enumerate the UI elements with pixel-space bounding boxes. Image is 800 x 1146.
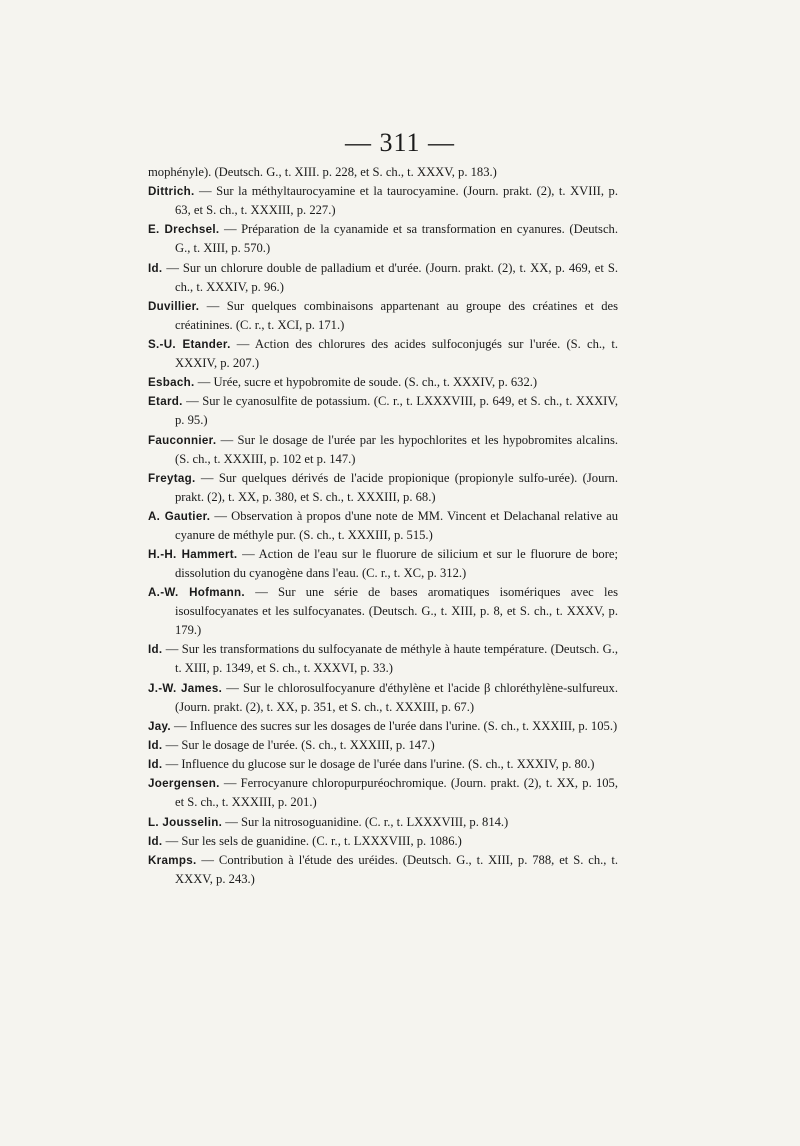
entry-title: mophényle). xyxy=(148,165,215,179)
entry-title: — Sur un chlorure double de palladium et d'urée. xyxy=(162,260,426,275)
entry-author: Id. xyxy=(148,261,163,275)
entry-reference: (Deutsch. G., t. XIII. p. 228, et S. ch., t. XXXV, p. 183.) xyxy=(214,165,497,179)
entry-author: Kramps. xyxy=(148,853,197,867)
entry-reference: (C. r., t. LXXXVIII, p. 814.) xyxy=(364,814,509,829)
bibliography-entry xyxy=(148,507,618,545)
entry-title: — Influence des sucres sur les dosages de l'urée dans l'urine. xyxy=(170,718,484,733)
entry-author: Fauconnier. xyxy=(148,433,217,447)
entry-author: Id. xyxy=(148,758,163,772)
entry-title: — Ferrocyanure chloropurpuréochromique. xyxy=(219,776,451,791)
bibliography-entry xyxy=(148,163,618,182)
entry-title: — Contribution à l'étude des uréides. xyxy=(196,852,403,867)
bibliography-entry xyxy=(148,774,618,812)
entry-reference: (S. ch., t. XXXIV, p. 207.) xyxy=(175,336,618,370)
bibliography-entry xyxy=(148,220,618,258)
entry-title: — Action des chlorures des acides sulfoconjugés sur l'urée. xyxy=(230,336,567,351)
entry-reference: (Deutsch. G., t. XIII, p. 570.) xyxy=(175,222,618,256)
entry-reference: (Journ. prakt. (2), t. XX, p. 380, et S. ch., t. XXXIII, p. 68.) xyxy=(175,470,618,504)
entry-title: — Sur le dosage de l'urée. xyxy=(162,738,302,752)
entry-title: — Action de l'eau sur le fluorure de silicium et sur le fluorure de bore; dissolution du cyanogène dans l'eau. xyxy=(175,547,619,581)
bibliography-entry xyxy=(148,431,618,469)
bibliography-entry xyxy=(148,813,618,832)
entry-author: L. Jousselin. xyxy=(148,815,223,829)
entry-author: Id. xyxy=(148,739,163,752)
entry-reference: (S. ch., t. XXXIII, p. 102 et p. 147.) xyxy=(175,451,356,466)
entry-author: Duvillier. xyxy=(148,299,200,313)
bibliography-entry xyxy=(148,832,618,851)
entry-author: Etard. xyxy=(148,395,183,409)
entry-reference: (S. ch., t. XXXIII, p. 147.) xyxy=(301,738,435,752)
entry-reference: (Journ. prakt. (2), t. XVIII, p. 63, et S. ch., t. XXXIII, p. 227.) xyxy=(175,184,618,218)
entry-author: A. Gautier. xyxy=(148,509,211,523)
bibliography-entry xyxy=(148,259,618,297)
entry-reference: (C. r., t. LXXXVIII, p. 649, et S. ch., t. XXXIV, p. 95.) xyxy=(175,394,618,428)
entry-author: Joergensen. xyxy=(148,777,220,791)
entry-reference: (S. ch., t. XXXIII, p. 515.) xyxy=(299,527,433,542)
bibliography-entry xyxy=(148,469,618,507)
entry-author: Id. xyxy=(148,834,163,848)
bibliography-entry xyxy=(148,755,618,774)
entry-title: — Sur une série de bases aromatiques isomériques avec les isosulfocyanates et les sulfocyanates. xyxy=(175,585,618,619)
entry-title: — Sur le cyanosulfite de potassium. xyxy=(182,394,374,409)
entry-author: H.-H. Hammert. xyxy=(148,548,238,562)
entry-title: — Sur la nitrosoguanidine. xyxy=(222,814,365,829)
bibliography-entry xyxy=(148,717,618,736)
entry-reference: (Journ. prakt. (2), t. XX, p. 351, et S. ch., t. XXXIII, p. 67.) xyxy=(175,699,475,714)
entry-author: J.-W. James. xyxy=(148,681,223,695)
bibliography-entry xyxy=(148,335,618,373)
bibliography-entry xyxy=(148,679,618,717)
entry-author: Jay. xyxy=(148,719,171,733)
entry-title: — Sur le chlorosulfocyanure d'éthylène et l'acide β chloréthylène-sulfureux. xyxy=(222,680,618,695)
entry-title: — Préparation de la cyanamide et sa transformation en cyanures. xyxy=(219,222,570,237)
bibliography-entry xyxy=(148,182,618,220)
entry-reference: (Deutsch. G., t. XIII, p. 8, et S. ch., t. XXXV, p. 179.) xyxy=(175,604,618,638)
entry-reference: (S. ch., t. XXXIII, p. 105.) xyxy=(483,718,618,733)
entry-author: Esbach. xyxy=(148,376,195,390)
entry-reference: (C. r., t. XC, p. 312.) xyxy=(361,566,467,581)
entry-title: — Sur la méthyltaurocyamine et la taurocyamine. xyxy=(194,184,464,199)
entry-reference: (S. ch., t. XXXIV, p. 80.) xyxy=(468,757,595,772)
bibliography-entry xyxy=(148,373,618,392)
page-number: — 311 — xyxy=(344,128,456,157)
bibliography-entry xyxy=(148,297,618,335)
bibliography-entry xyxy=(148,640,618,678)
bibliography-list xyxy=(148,163,618,889)
entry-reference: (Deutsch. G., t. XIII, p. 1349, et S. ch., t. XXXVI, p. 33.) xyxy=(175,642,618,676)
entry-author: A.-W. Hofmann. xyxy=(148,586,245,600)
entry-title: — Sur les sels de guanidine. xyxy=(162,833,313,848)
entry-reference: (Deutsch. G., t. XIII, p. 788, et S. ch., t. XXXV, p. 243.) xyxy=(175,852,619,886)
entry-reference: (Journ. prakt. (2), t. XX, p. 469, et S. ch., t. XXXIV, p. 96.) xyxy=(175,260,618,294)
entry-title: — Observation à propos d'une note de MM. Vincent et Delachanal relative au cyanure de méthyle pur. xyxy=(175,508,618,542)
bibliography-entry xyxy=(148,545,618,583)
entry-reference: (C. r., t. LXXXVIII, p. 1086.) xyxy=(312,833,462,848)
entry-author: E. Drechsel. xyxy=(148,223,220,237)
entry-title: — Sur quelques dérivés de l'acide propionique (propionyle sulfo-urée). xyxy=(195,470,583,485)
entry-title: — Sur les transformations du sulfocyanate de méthyle à haute température. xyxy=(162,642,551,657)
bibliography-entry xyxy=(148,583,618,640)
entry-author: Freytag. xyxy=(148,471,196,485)
entry-reference: (S. ch., t. XXXIV, p. 632.) xyxy=(404,375,538,390)
entry-author: S.-U. Etander. xyxy=(148,337,231,351)
entry-reference: (Journ. prakt. (2), t. XX, p. 105, et S. ch., t. XXXIII, p. 201.) xyxy=(175,776,618,810)
entry-title: — Sur le dosage de l'urée par les hypochlorites et les hypobromites alcalins. xyxy=(216,432,618,447)
bibliography-entry xyxy=(148,736,618,755)
entry-author: Id. xyxy=(148,643,163,657)
entry-reference: (C. r., t. XCI, p. 171.) xyxy=(235,317,345,332)
entry-title: — Influence du glucose sur le dosage de l'urée dans l'urine. xyxy=(162,757,469,772)
bibliography-entry xyxy=(148,392,618,430)
entry-title: — Urée, sucre et hypobromite de soude. xyxy=(194,375,405,390)
entry-title: — Sur quelques combinaisons appartenant au groupe des créatines et des créatinines. xyxy=(175,298,618,332)
entry-author: Dittrich. xyxy=(148,185,195,199)
bibliography-entry xyxy=(148,851,618,889)
